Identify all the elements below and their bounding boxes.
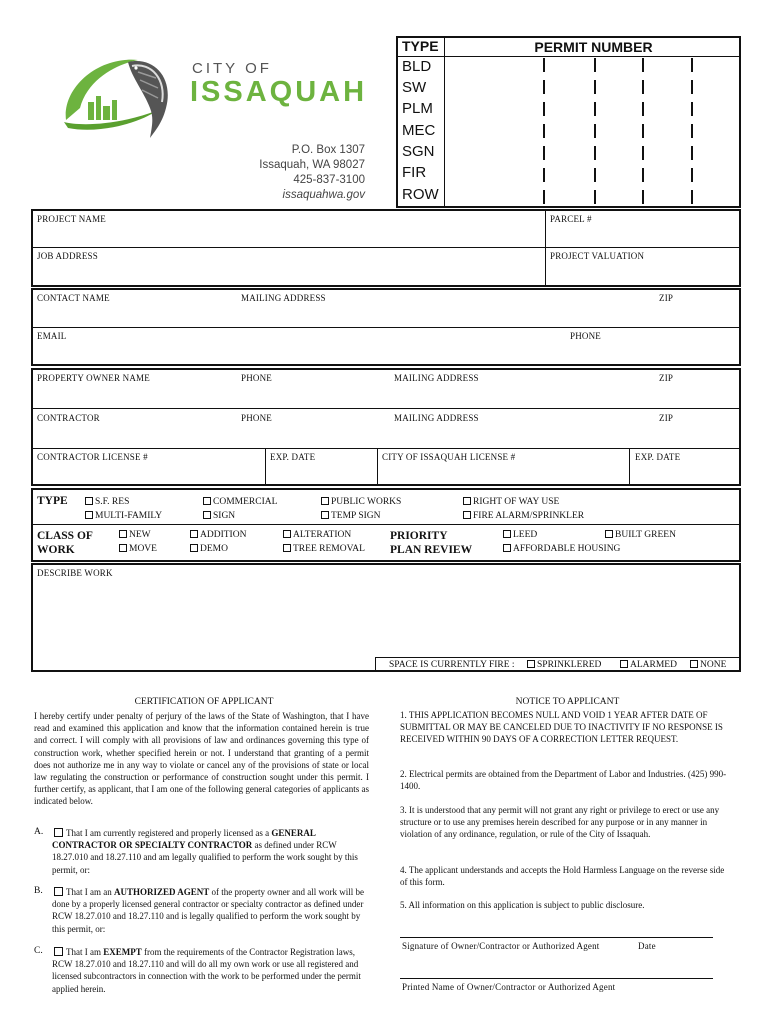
contractor-phone-field[interactable] <box>241 424 386 444</box>
class-option-move[interactable]: MOVE <box>119 544 157 554</box>
job-address-label: JOB ADDRESS <box>37 251 98 261</box>
notice-item-1: 1. THIS APPLICATION BECOMES NULL AND VOID 1 YEAR AFTER DATE OF SUBMITTAL OR MAY BE CANCELED DUE TO INACTIVITY IF NO RESPONSE IS RECEIVED WITHIN 90 DAYS OF A CORRECTION LETTER REQUEST. <box>400 710 723 745</box>
contractor-zip-field[interactable] <box>659 424 735 444</box>
owner-name-field[interactable] <box>37 384 232 404</box>
permit-number-header: PERMIT NUMBER <box>534 39 653 55</box>
job-address-field[interactable] <box>37 263 537 283</box>
checkbox[interactable] <box>620 660 628 668</box>
project-name-field[interactable] <box>37 225 537 245</box>
type-option-sf-res[interactable]: S.F. RES <box>85 497 129 507</box>
address-po-box: P.O. Box 1307 <box>291 144 365 156</box>
type-option-commercial[interactable]: COMMERCIAL <box>203 497 277 507</box>
project-section <box>31 209 741 287</box>
signature-label: Signature of Owner/Contractor or Authorized Agent <box>402 941 600 951</box>
checkbox[interactable] <box>190 530 198 538</box>
checkbox[interactable] <box>690 660 698 668</box>
email-field[interactable] <box>37 343 557 363</box>
class-option-alteration[interactable]: ALTERATION <box>283 530 351 540</box>
address-phone: 425-837-3100 <box>293 174 365 186</box>
type-option-fire-alarm[interactable]: FIRE ALARM/SPRINKLER <box>463 511 584 521</box>
contact-phone-field[interactable] <box>570 343 735 363</box>
certification-title: CERTIFICATION OF APPLICANT <box>134 697 274 707</box>
type-code-row: ROW <box>402 186 439 203</box>
checkbox[interactable] <box>503 530 511 538</box>
email-label: EMAIL <box>37 331 67 341</box>
contractor-license-label: CONTRACTOR LICENSE # <box>37 452 148 462</box>
city-license-field[interactable] <box>382 464 625 484</box>
logo-line1: CITY OF <box>192 60 272 77</box>
checkbox[interactable] <box>527 660 535 668</box>
option-a-text: That I am currently registered and properly licensed as a GENERAL CONTRACTOR OR SPECIALTY CONTRACTOR as defined under RCW 18.27.010 and 18.27.110 and am legally qualified to perform the work sought by this permit, or: <box>52 828 358 875</box>
permit-table <box>396 36 741 208</box>
date-label: Date <box>638 941 656 951</box>
parcel-field[interactable] <box>550 225 735 245</box>
certification-intro: I hereby certify under penalty of perjury of the laws of the State of Washington, that I have read and examined this application and know that the information contained herein is true and correct. I will comply with all provisions of law and ordinances governing this type of construction work, whether specified herein or not. I understand that granting of a permit does not authorize me in any way to violate or cancel any of the provisions of state or local law regulating the construction or performance of construction sought under this permit. I further certify, as applicant, that I am one of the following general categories of applicants as indicated below. <box>34 711 369 807</box>
contractor-zip-label: ZIP <box>659 413 674 423</box>
contact-zip-label: ZIP <box>659 293 674 303</box>
describe-work-field[interactable] <box>37 581 737 655</box>
notice-title: NOTICE TO APPLICANT <box>515 697 620 707</box>
notice-item-2: 2. Electrical permits are obtained from the Department of Labor and Industries. (425) 990-1400. <box>400 769 727 792</box>
type-option-public-works[interactable]: PUBLIC WORKS <box>321 497 401 507</box>
type-code-fir: FIR <box>402 164 427 181</box>
project-name-label: PROJECT NAME <box>37 214 106 224</box>
owner-phone-field[interactable] <box>241 384 386 404</box>
class-option-addition[interactable]: ADDITION <box>190 530 246 540</box>
contractor-mailing-field[interactable] <box>394 424 649 444</box>
permit-type-header: TYPE <box>402 38 439 54</box>
describe-work-label: DESCRIBE WORK <box>37 568 113 578</box>
contact-phone-label: PHONE <box>570 331 602 341</box>
address-block <box>200 143 365 203</box>
type-option-multi-family[interactable]: MULTI-FAMILY <box>85 511 162 521</box>
fire-option-sprinklered[interactable]: SPRINKLERED <box>527 660 601 670</box>
class-option-new[interactable]: NEW <box>119 530 151 540</box>
option-b-letter: B. <box>34 886 43 896</box>
fire-option-none[interactable]: NONE <box>690 660 726 670</box>
contractor-phone-label: PHONE <box>241 413 273 423</box>
city-logo <box>58 48 378 140</box>
contact-name-field[interactable] <box>37 304 232 324</box>
type-class-section <box>31 488 741 562</box>
priority-option-leed[interactable]: LEED <box>503 530 537 540</box>
checkbox[interactable] <box>119 544 127 552</box>
type-code-sgn: SGN <box>402 143 435 160</box>
fire-option-alarmed[interactable]: ALARMED <box>620 660 677 670</box>
salmon-logo-icon <box>58 48 188 140</box>
contractor-mailing-label: MAILING ADDRESS <box>394 413 479 423</box>
priority-option-affordable-housing[interactable]: AFFORDABLE HOUSING <box>503 544 620 554</box>
class-option-tree-removal[interactable]: TREE REMOVAL <box>283 544 365 554</box>
type-option-right-of-way[interactable]: RIGHT OF WAY USE <box>463 497 559 507</box>
type-option-sign[interactable]: SIGN <box>203 511 235 521</box>
option-c-letter: C. <box>34 946 43 956</box>
contractor-label: CONTRACTOR <box>37 413 100 423</box>
type-code-bld: BLD <box>402 58 432 75</box>
notice-item-3: 3. It is understood that any permit will not grant any right or privilege to erect or use any structure or to use any premises herein described for any purpose or in any manner in violation of any ordinance, regulation, or rule of the City of Issaquah. <box>400 805 720 840</box>
checkbox[interactable] <box>85 497 93 505</box>
type-label: TYPE <box>37 495 68 507</box>
checkbox[interactable] <box>463 497 471 505</box>
type-code-sw: SW <box>402 79 427 96</box>
checkbox[interactable] <box>85 511 93 519</box>
contact-section <box>31 288 741 366</box>
checkbox[interactable] <box>321 497 329 505</box>
checkbox[interactable] <box>119 530 127 538</box>
city-license-exp-field[interactable] <box>635 464 735 484</box>
permit-number-grid[interactable] <box>446 58 741 208</box>
contractor-field[interactable] <box>37 424 232 444</box>
contact-name-label: CONTACT NAME <box>37 293 110 303</box>
checkbox[interactable] <box>503 544 511 552</box>
checkbox[interactable] <box>321 511 329 519</box>
project-valuation-label: PROJECT VALUATION <box>550 251 645 261</box>
printed-name-line[interactable] <box>400 978 713 979</box>
owner-contractor-section <box>31 368 741 486</box>
project-valuation-field[interactable] <box>550 263 735 283</box>
checkbox[interactable] <box>203 497 211 505</box>
contact-mailing-field[interactable] <box>241 304 651 324</box>
address-website[interactable]: issaquahwa.gov <box>282 189 365 201</box>
priority-option-built-green[interactable]: BUILT GREEN <box>605 530 676 540</box>
checkbox[interactable] <box>203 511 211 519</box>
owner-zip-label: ZIP <box>659 373 674 383</box>
signature-line[interactable] <box>400 937 713 938</box>
notice-item-4: 4. The applicant understands and accepts the Hold Harmless Language on the reverse side of this form. <box>400 865 725 888</box>
owner-zip-field[interactable] <box>659 384 735 404</box>
describe-work-section <box>31 563 741 672</box>
city-license-label: CITY OF ISSAQUAH LICENSE # <box>382 452 516 462</box>
fire-space-label: SPACE IS CURRENTLY FIRE : <box>389 660 515 670</box>
option-b-text: That I am an AUTHORIZED AGENT of the property owner and all work will be done by a properly licensed general contractor or specialty contractor as defined under RCW 18.27.010 and 18.27.110 and is legally qualified to perform the work sought by this permit, or: <box>52 887 364 934</box>
checkbox[interactable] <box>283 544 291 552</box>
contact-mailing-label: MAILING ADDRESS <box>241 293 326 303</box>
logo-line2: ISSAQUAH <box>190 76 368 108</box>
owner-mailing-field[interactable] <box>394 384 649 404</box>
printed-name-label: Printed Name of Owner/Contractor or Authorized Agent <box>402 982 616 992</box>
class-of-work-label: CLASS OF WORK <box>37 530 93 556</box>
license-exp-field[interactable] <box>270 464 374 484</box>
class-option-demo[interactable]: DEMO <box>190 544 228 554</box>
checkbox[interactable] <box>190 544 198 552</box>
type-code-plm: PLM <box>402 100 433 117</box>
checkbox[interactable] <box>605 530 613 538</box>
notice-item-5: 5. All information on this application is subject to public disclosure. <box>400 900 645 910</box>
checkbox[interactable] <box>283 530 291 538</box>
type-code-mec: MEC <box>402 122 436 139</box>
contractor-license-field[interactable] <box>37 464 261 484</box>
address-city: Issaquah, WA 98027 <box>259 159 365 171</box>
contact-zip-field[interactable] <box>659 304 735 324</box>
owner-name-label: PROPERTY OWNER NAME <box>37 373 150 383</box>
option-a-letter: A. <box>34 827 44 837</box>
owner-mailing-label: MAILING ADDRESS <box>394 373 479 383</box>
parcel-label: PARCEL # <box>550 214 592 224</box>
owner-phone-label: PHONE <box>241 373 273 383</box>
type-option-temp-sign[interactable]: TEMP SIGN <box>321 511 381 521</box>
city-license-exp-label: EXP. DATE <box>635 452 681 462</box>
priority-plan-review-label: PRIORITY PLAN REVIEW <box>390 530 473 556</box>
checkbox[interactable] <box>463 511 471 519</box>
option-c-text: That I am EXEMPT from the requirements of the Contractor Registration laws, RCW 18.27.010 and 18.27.110 and will do all my own work or use all registered and licensed subcontractors in connection with the work to be performed under the permit applied herein. <box>52 947 361 994</box>
license-exp-label: EXP. DATE <box>270 452 316 462</box>
